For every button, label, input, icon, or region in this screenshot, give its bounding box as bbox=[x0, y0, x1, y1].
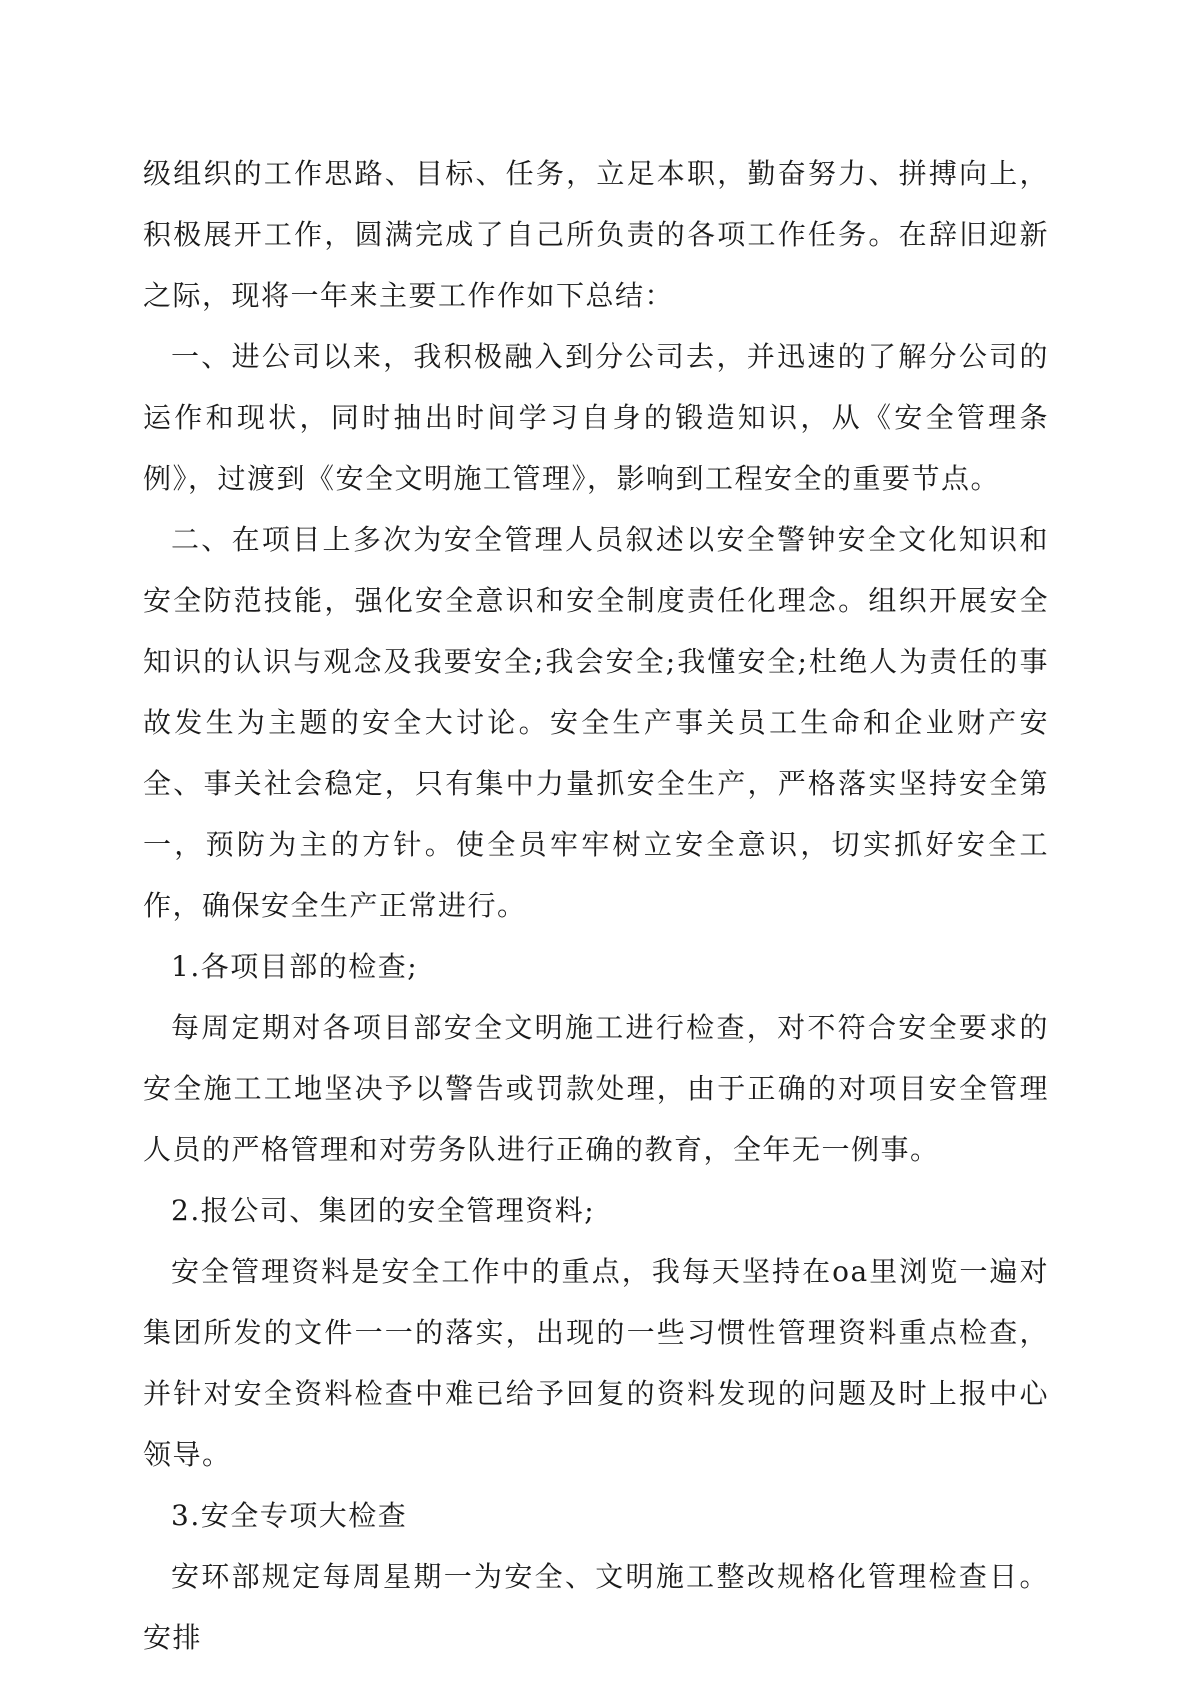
document-body bbox=[143, 143, 1049, 1668]
heading-special-inspection: 3.安全专项大检查 bbox=[171, 1499, 408, 1532]
paragraph-section-one: 一、进公司以来，我积极融入到分公司去，并迅速的了解分公司的运作和现状，同时抽出时间学习自身的锻造知识，从《安全管理条例》，过渡到《安全文明施工管理》，影响到工程安全的重要节点。 bbox=[143, 340, 1049, 495]
heading-project-inspection: 1.各项目部的检查; bbox=[171, 950, 419, 983]
paragraph-section-two: 二、在项目上多次为安全管理人员叙述以安全警钟安全文化知识和安全防范技能，强化安全意识和安全制度责任化理念。组织开展安全知识的认识与观念及我要安全;我会安全;我懂安全;杜绝人为责任的事故发生为主题的安全大讨论。安全生产事关员工生命和企业财产安全、事关社会稳定，只有集中力量抓安全生产，严格落实坚持安全第一，预防为主的方针。使全员牢牢树立安全意识，切实抓好安全工作，确保安全生产正常进行。 bbox=[143, 523, 1049, 922]
paragraph-safety-materials: 安全管理资料是安全工作中的重点，我每天坚持在oa里浏览一遍对集团所发的文件一一的落实，出现的一些习惯性管理资料重点检查，并针对安全资料检查中难已给予回复的资料发现的问题及时上报中心领导。 bbox=[143, 1255, 1049, 1471]
paragraph-special-inspection: 安环部规定每周星期一为安全、文明施工整改规格化管理检查日。安排 bbox=[143, 1560, 1049, 1654]
paragraph-intro: 级组织的工作思路、目标、任务，立足本职，勤奋努力、拼搏向上，积极展开工作，圆满完成了自己所负责的各项工作任务。在辞旧迎新之际，现将一年来主要工作作如下总结： bbox=[143, 157, 1049, 312]
heading-safety-materials: 2.报公司、集团的安全管理资料; bbox=[171, 1194, 596, 1227]
paragraph-project-inspection: 每周定期对各项目部安全文明施工进行检查，对不符合安全要求的安全施工工地坚决予以警告或罚款处理，由于正确的对项目安全管理人员的严格管理和对劳务队进行正确的教育，全年无一例事。 bbox=[143, 1011, 1049, 1166]
